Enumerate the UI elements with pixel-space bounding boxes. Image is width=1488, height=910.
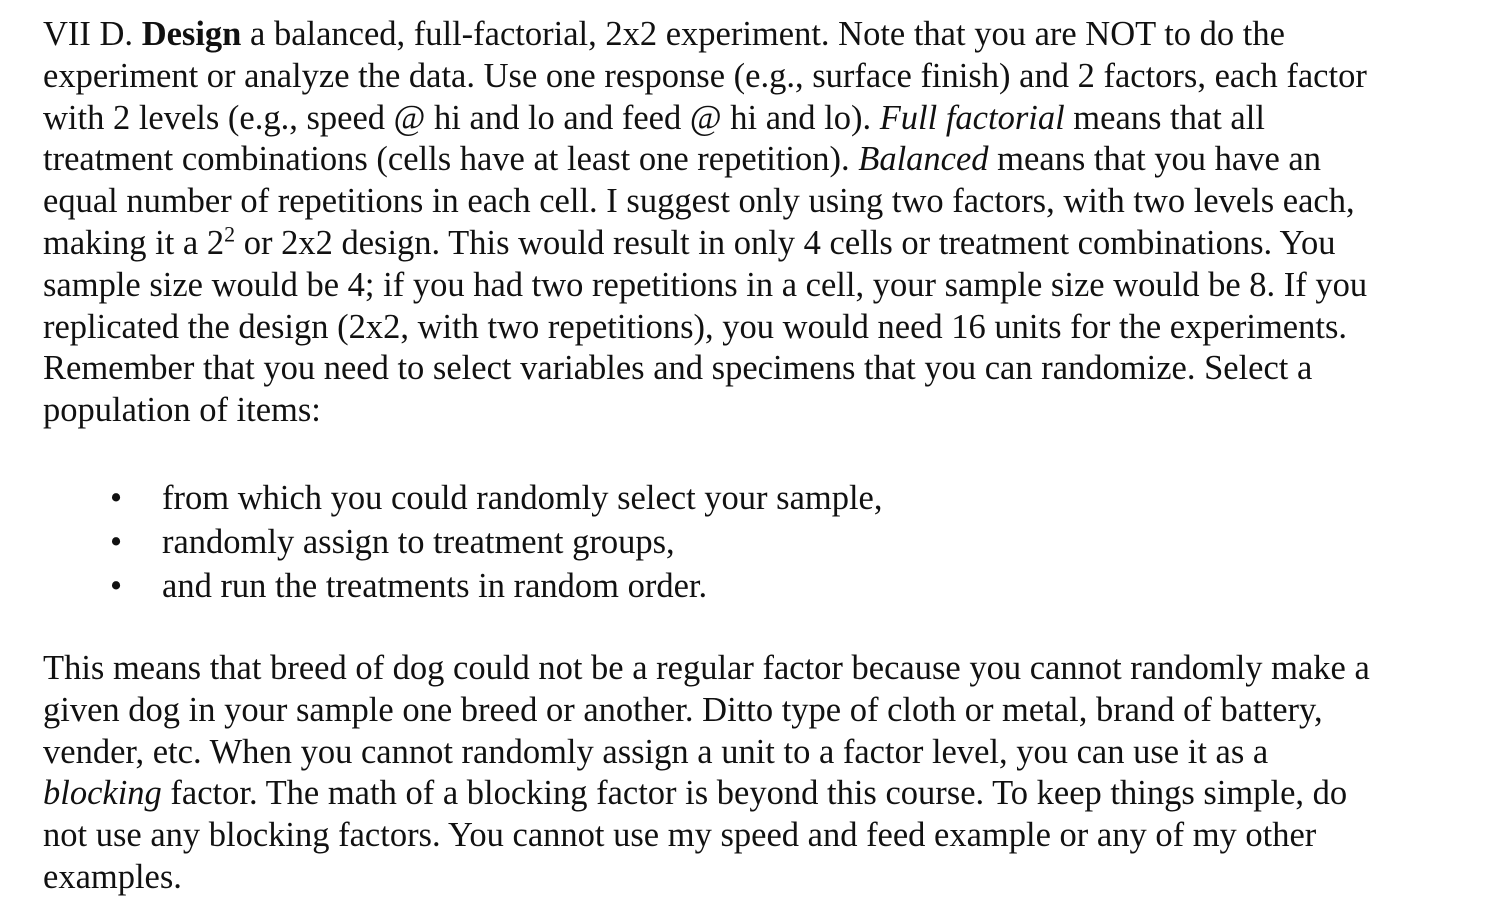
text-line: treatment combinations (cells have at least one repetition). Balanced means that you have an (43, 140, 1321, 179)
blocking-term: blocking (43, 774, 162, 813)
exponent: 2 (224, 221, 236, 247)
design-bold-word: Design (141, 15, 242, 53)
list-item (43, 564, 1463, 608)
document-body (43, 14, 1463, 899)
list-item (43, 476, 1463, 520)
bullet-icon: • (110, 522, 123, 561)
list-item (43, 520, 1463, 564)
text-line: sample size would be 4; if you had two repetitions in a cell, your sample size would be 8. If you (43, 265, 1368, 304)
list-item-text: from which you could randomly select your sample, (162, 478, 883, 517)
text-line: making it a $2^2$ or 2x2 design. This would result in only 4 cells or treatment combinations. You (43, 221, 1336, 262)
text-line: given dog in your sample one breed or another. Ditto type of cloth or metal, brand of battery, (43, 690, 1323, 729)
full-factorial-term: Full factorial (879, 98, 1065, 137)
text-line: experiment or analyze the data. Use one response (e.g., surface finish) and 2 factors, each factor (43, 56, 1367, 95)
text-line: Remember that you need to select variables and specimens that you can randomize. Select a (43, 349, 1313, 388)
spacer (43, 608, 1463, 648)
text-line: VII D. Design a balanced, full-factorial, 2x2 experiment. Note that you are NOT to do the (43, 15, 1285, 53)
text-line: vender, etc. When you cannot randomly assign a unit to a factor level, you can use it as a (43, 732, 1269, 771)
text-line: blocking factor. The math of a blocking factor is beyond this course. To keep things simple, do (43, 774, 1348, 813)
text-line: examples. (43, 857, 182, 896)
text-line: with 2 levels (e.g., speed @ hi and lo and feed @ hi and lo). Full factorial means that all (43, 98, 1265, 137)
list-item-text: randomly assign to treatment groups, (162, 522, 675, 561)
bullet-icon: • (110, 478, 123, 517)
list-item-text: and run the treatments in random order. (162, 566, 708, 605)
text-line: population of items: (43, 391, 321, 430)
balanced-term: Balanced (858, 140, 989, 179)
text-line: replicated the design (2x2, with two repetitions), you would need 16 units for the experiments. (43, 307, 1347, 346)
blocking-paragraph (43, 648, 1463, 899)
text-line: equal number of repetitions in each cell. I suggest only using two factors, with two levels each, (43, 182, 1355, 221)
bullet-icon: • (110, 566, 123, 605)
requirements-list (43, 476, 1463, 608)
intro-paragraph (43, 14, 1463, 432)
text-line: not use any blocking factors. You cannot use my speed and feed example or any of my other (43, 816, 1317, 855)
text-line: This means that breed of dog could not be a regular factor because you cannot randomly make a (43, 648, 1370, 687)
spacer (43, 432, 1463, 476)
